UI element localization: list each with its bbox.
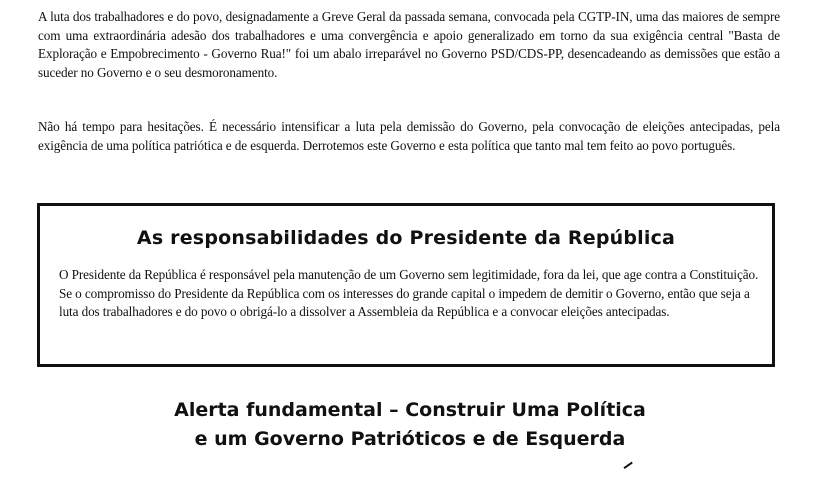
- section-heading-line-2: e um Governo Patrióticos e de Esquerda: [194, 428, 626, 450]
- call-to-action-paragraph: Não há tempo para hesitações. É necessário intensificar a luta pela demissão do Governo, pela convocação de eleições antecipadas, pela exigência de uma política patriótica e de esquerda. Derrotemos este Governo e esta política que tanto mal tem feito ao povo português.: [38, 119, 780, 153]
- box-body: O Presidente da República é responsável pela manutenção de um Governo sem legitimidade, fora da lei, que age contra a Constituição. Se o compromisso do Presidente da República com os interesses do grande capital o impedem de demitir o Governo, então que seja a luta dos trabalhadores e do povo o obrigá-lo a dissolver a Assembleia da República e a convocar eleições antecipadas.: [59, 267, 759, 319]
- intro-paragraph: A luta dos trabalhadores e do povo, designadamente a Greve Geral da passada semana, convocada pela CGTP-IN, uma das maiores de sempre com uma extraordinária adesão dos trabalhadores e uma convergência e apoio generalizado em torno da sua exigência central "Basta de Exploração e Empobrecimento - Governo Rua!" foi um abalo irreparável no Governo PSD/CDS-PP, desencadeando as demissões que estão a suceder no Governo e o seu desmoronamento.: [38, 9, 780, 80]
- box-title: As responsabilidades do Presidente da República: [136, 227, 676, 249]
- section-heading-line-1: Alerta fundamental – Construir Uma Política: [174, 399, 646, 421]
- president-responsibility-box: [37, 203, 775, 367]
- cut-off-accent-mark: [623, 462, 634, 472]
